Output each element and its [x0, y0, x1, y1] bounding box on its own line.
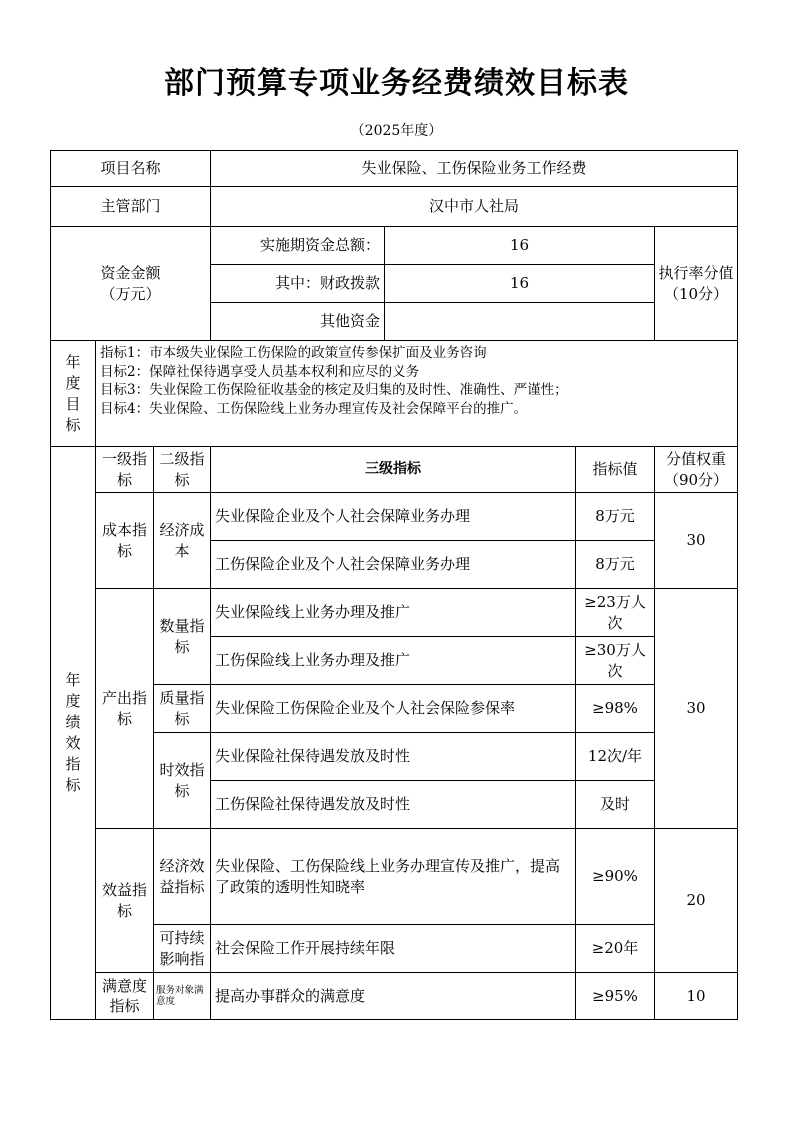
sustainable-name: 社会保险工作开展持续年限 — [211, 925, 576, 973]
sustainable-level2: 可持续影响指 — [154, 925, 211, 973]
timeliness-row-2-name: 工伤保险社保待遇发放及时性 — [211, 781, 576, 829]
funds-total-value: 16 — [385, 227, 655, 265]
timeliness-level2: 时效指标 — [154, 733, 211, 829]
cost-level2: 经济成本 — [154, 493, 211, 589]
quantity-row-1-name: 失业保险线上业务办理及推广 — [211, 589, 576, 637]
indicators-section-label: 年度绩效指标 — [51, 447, 96, 1019]
performance-table — [50, 150, 738, 1020]
benefit-weight: 20 — [655, 829, 737, 973]
funds-other-label: 其他资金 — [211, 303, 385, 341]
cost-weight: 30 — [655, 493, 737, 589]
project-name-value: 失业保险、工伤保险业务工作经费 — [211, 151, 737, 187]
exec-rate-label: 执行率分值 （10分） — [655, 227, 737, 341]
funds-other-value — [385, 303, 655, 341]
header-level1: 一级指标 — [96, 447, 154, 493]
economic-benefit-level2: 经济效益指标 — [154, 829, 211, 925]
sustainable-value: ≥20年 — [576, 925, 655, 973]
dept-value: 汉中市人社局 — [211, 187, 737, 227]
cost-row-2-name: 工伤保险企业及个人社会保障业务办理 — [211, 541, 576, 589]
cost-row-1-name: 失业保险企业及个人社会保障业务办理 — [211, 493, 576, 541]
cost-row-2-value: 8万元 — [576, 541, 655, 589]
page-subtitle: （2025年度） — [350, 123, 443, 139]
economic-benefit-name: 失业保险、工伤保险线上业务办理宣传及推广，提高了政策的透明性知晓率 — [211, 829, 576, 925]
output-level1: 产出指标 — [96, 589, 154, 829]
funds-total-label: 实施期资金总额： — [211, 227, 385, 265]
project-name-label: 项目名称 — [51, 151, 211, 187]
quality-row-1-value: ≥98% — [576, 685, 655, 733]
output-weight: 30 — [655, 589, 737, 829]
quantity-row-2-name: 工伤保险线上业务办理及推广 — [211, 637, 576, 685]
annual-goal-text — [96, 341, 737, 447]
dept-label: 主管部门 — [51, 187, 211, 227]
timeliness-row-2-value: 及时 — [576, 781, 655, 829]
economic-benefit-value: ≥90% — [576, 829, 655, 925]
satisfaction-value: ≥95% — [576, 973, 655, 1019]
satisfaction-name: 提高办事群众的满意度 — [211, 973, 576, 1019]
header-weight: 分值权重（90分） — [655, 447, 737, 493]
satisfaction-weight: 10 — [686, 986, 706, 1005]
timeliness-row-1-value: 12次/年 — [576, 733, 655, 781]
goal-line-4: 目标4：失业保险、工伤保险线上业务办理宣传及社会保障平台的推广。 — [100, 400, 528, 417]
goal-line-1: 指标1：市本级失业保险工伤保险的政策宣传参保扩面及业务咨询 — [100, 345, 487, 361]
quantity-row-2-value: ≥30万人次 — [576, 637, 655, 685]
cost-level1: 成本指标 — [96, 493, 154, 589]
funds-fiscal-value: 16 — [385, 265, 655, 303]
header-value: 指标值 — [576, 447, 655, 493]
benefit-level1: 效益指标 — [96, 829, 154, 973]
header-level3: 三级指标 — [211, 447, 576, 493]
header-level2: 二级指标 — [154, 447, 211, 493]
goal-line-2: 目标2：保障社保待遇享受人员基本权利和应尽的义务 — [100, 363, 420, 380]
funds-fiscal-label: 其中：财政拨款 — [211, 265, 385, 303]
cost-row-1-value: 8万元 — [576, 493, 655, 541]
annual-goal-label: 年度目标 — [51, 341, 96, 447]
goal-line-3: 目标3：失业保险工伤保险征收基金的核定及归集的及时性、准确性、严谨性； — [100, 382, 568, 399]
quality-level2: 质量指标 — [154, 685, 211, 733]
funds-label: 资金金额 （万元） — [51, 227, 211, 341]
satisfaction-level1: 满意度指标 — [96, 973, 154, 1019]
page-title: 部门预算专项业务经费绩效目标表 — [164, 66, 629, 101]
quantity-level2: 数量指标 — [154, 589, 211, 685]
quantity-row-1-value: ≥23万人次 — [576, 589, 655, 637]
satisfaction-level2: 服务对象满意度 — [154, 973, 211, 1019]
quality-row-1-name: 失业保险工伤保险企业及个人社会保险参保率 — [211, 685, 576, 733]
timeliness-row-1-name: 失业保险社保待遇发放及时性 — [211, 733, 576, 781]
